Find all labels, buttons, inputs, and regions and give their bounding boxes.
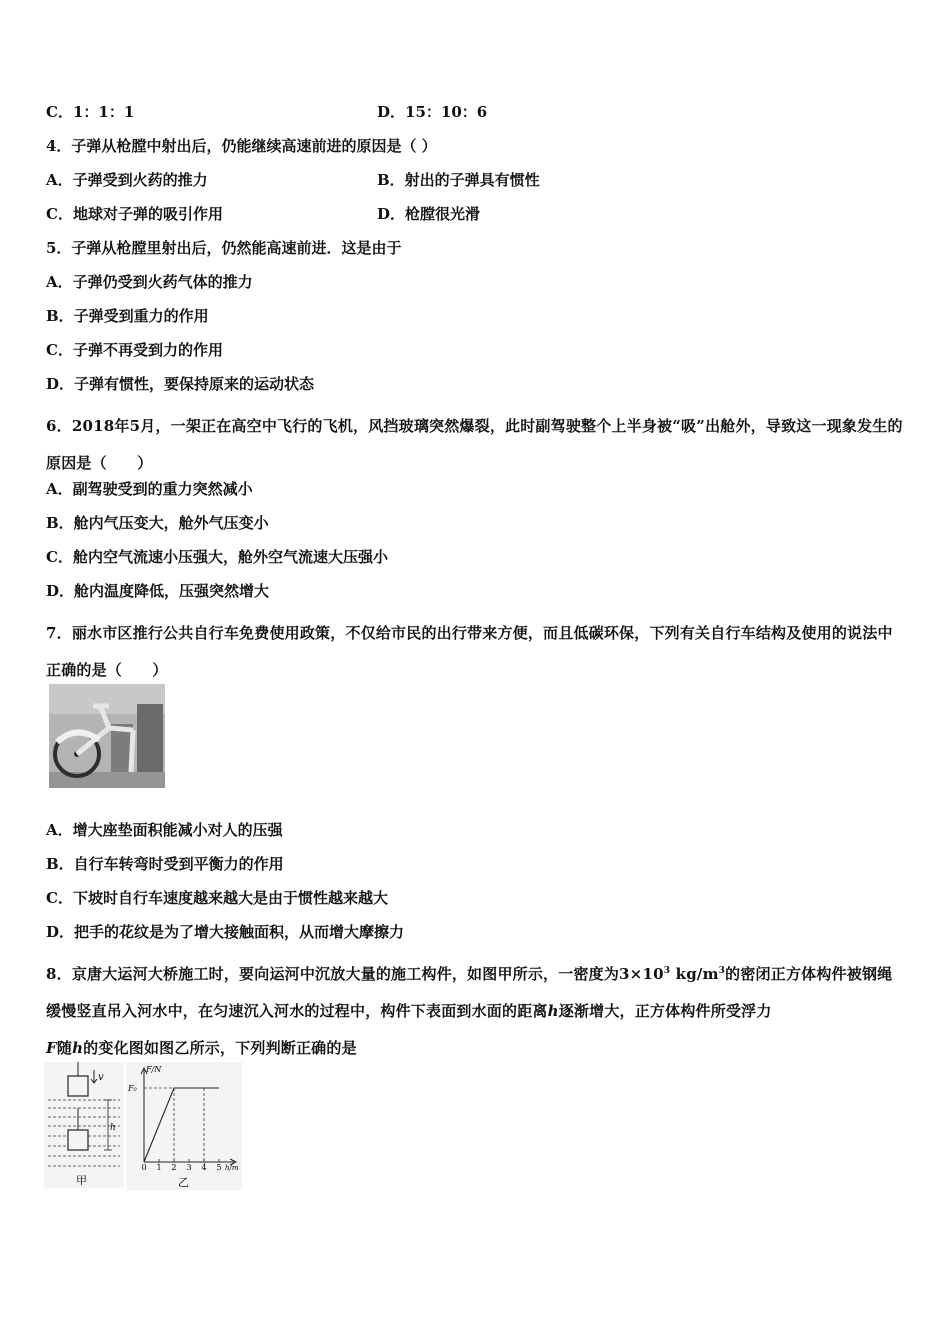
- q4-stem: 4．子弹从枪膛中射出后，仍能继续高速前进的原因是（ ）: [46, 137, 437, 155]
- q3-option-d: D．15：10：6: [377, 103, 488, 121]
- x-tick-label: 4: [201, 1163, 207, 1172]
- figure-b: [126, 1062, 242, 1194]
- q6-option-a: A．副驾驶受到的重力突然减小: [46, 480, 253, 498]
- x-tick-label: 1: [156, 1163, 162, 1172]
- q5-option-b: B．子弹受到重力的作用: [46, 307, 209, 325]
- cube-submerged: [68, 1130, 88, 1150]
- q5-option-a: A．子弹仍受到火药气体的推力: [46, 273, 253, 291]
- q5-stem: 5．子弹从枪膛里射出后，仍然能高速前进．这是由于: [46, 239, 402, 257]
- q3-option-c: C．1：1：1: [46, 103, 135, 121]
- q8-var-h: h: [547, 1002, 559, 1020]
- x-tick-label: 2: [171, 1163, 177, 1172]
- figure-a: [44, 1062, 124, 1192]
- x-tick-label: 5: [216, 1163, 222, 1172]
- x-tick-label: 0: [141, 1163, 147, 1172]
- q8-text-3: 的密闭正方体构件被钢绳缓慢竖直吊入河水中，在匀速沉入河水的过程中，构件下表面到水面的距离: [46, 965, 893, 1020]
- q6-option-d: D．舱内温度降低，压强突然增大: [46, 582, 270, 600]
- q7-option-a: A．增大座垫面积能减小对人的压强: [46, 821, 283, 839]
- q7-option-c: C．下坡时自行车速度越来越大是由于惯性越来越大: [46, 889, 388, 907]
- q4-option-b: B．射出的子弹具有惯性: [377, 171, 540, 189]
- q8-var-h2: h: [72, 1039, 84, 1057]
- q4-option-c: C．地球对子弹的吸引作用: [46, 205, 223, 223]
- q7-option-b: B．自行车转弯时受到平衡力的作用: [46, 855, 284, 873]
- q8-stem: [46, 956, 904, 1067]
- q8-text-1: 8．京唐大运河大桥施工时，要向运河中沉放大量的施工构件，如图甲所示，一密度为3×10: [46, 965, 664, 983]
- f0-label: F₀: [128, 1084, 137, 1093]
- q4-option-a: A．子弹受到火药的推力: [46, 171, 208, 189]
- q8-text-4: 逐渐增大，正方体构件所受浮力: [558, 1002, 772, 1020]
- q8-var-f: F: [46, 1039, 57, 1057]
- q5-option-c: C．子弹不再受到力的作用: [46, 341, 223, 359]
- figure-b-caption: 乙: [178, 1176, 189, 1189]
- x-tick-label: 3: [186, 1163, 192, 1172]
- y-axis-label: F/N: [146, 1065, 162, 1074]
- figure-a-h-label: h: [110, 1123, 116, 1133]
- q4-option-d: D．枪膛很光滑: [377, 205, 481, 223]
- q5-option-d: D．子弹有惯性，要保持原来的运动状态: [46, 375, 315, 393]
- q8-text-2: kg/m: [670, 965, 719, 983]
- q8-text-6: 的变化图如图乙所示，下列判断正确的是: [83, 1039, 357, 1057]
- bicycle-photo: [49, 684, 165, 788]
- q8-exponent-1: 3: [663, 966, 671, 976]
- q6-option-c: C．舱内空气流速小压强大，舱外空气流速大压强小: [46, 548, 388, 566]
- q7-stem: 7．丽水市区推行公共自行车免费使用政策，不仅给市民的出行带来方便，而且低碳环保，下列有关自行车结构及使用的说法中正确的是（ ）: [46, 624, 893, 679]
- figure-a-v-label: v: [98, 1072, 104, 1083]
- q6-option-b: B．舱内气压变大，舱外气压变小: [46, 514, 269, 532]
- q7-option-d: D．把手的花纹是为了增大接触面积，从而增大摩擦力: [46, 923, 405, 941]
- x-axis-label: h/m: [225, 1164, 239, 1172]
- q8-exponent-2: 3: [718, 966, 726, 976]
- q6-stem: 6．2018年5月，一架正在高空中飞行的飞机，风挡玻璃突然爆裂，此时副驾驶整个上半身被“吸”出舱外，导致这一现象发生的原因是（ ）: [46, 417, 903, 472]
- figure-a-caption: 甲: [76, 1174, 87, 1187]
- q8-text-5: 随: [56, 1039, 73, 1057]
